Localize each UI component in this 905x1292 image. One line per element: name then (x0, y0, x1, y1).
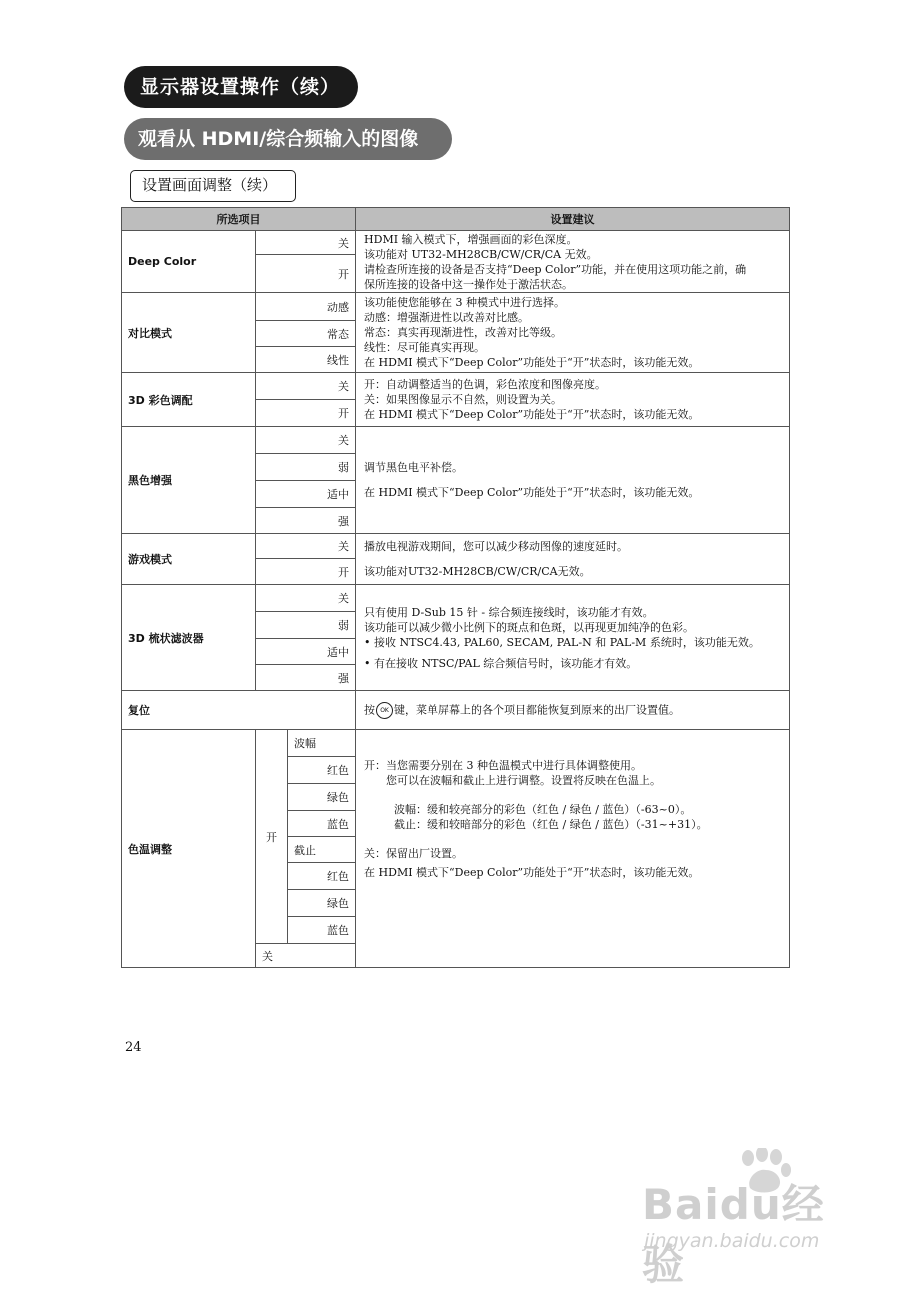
option-cell: 波幅 (288, 730, 356, 757)
option-cell: 适中 (256, 481, 356, 508)
table-header-row (122, 208, 790, 231)
option-cell: 截止 (288, 837, 356, 863)
desc-line: 保所连接的设备中这一操作处于激活状态。 (364, 277, 574, 291)
desc-line: 截止：缓和较暗部分的彩色（红色 / 绿色 / 蓝色）（-31~+31）。 (394, 817, 708, 831)
desc-game-mode (356, 534, 790, 585)
subsection-title: 设置画面调整（续） (130, 170, 296, 202)
option-cell: 适中 (256, 639, 356, 665)
option-cell: 线性 (256, 347, 356, 373)
item-comb-filter: 3D 梳状滤波器 (122, 585, 256, 691)
desc-line: 只有使用 D-Sub 15 针 - 综合频连接线时，该功能才有效。 (364, 605, 654, 619)
desc-line: 波幅：缓和较亮部分的彩色（红色 / 绿色 / 蓝色）（-63~0）。 (394, 802, 692, 816)
option-cell: 关 (256, 427, 356, 454)
desc-line: 在 HDMI 模式下“Deep Color”功能处于“开”状态时，该功能无效。 (364, 865, 700, 879)
ok-button-icon: OK (376, 702, 393, 719)
desc-line: 该功能使您能够在 3 种模式中进行选择。 (364, 296, 566, 309)
option-cell: 开 (256, 255, 356, 293)
table-row (122, 231, 790, 255)
item-game-mode: 游戏模式 (122, 534, 256, 585)
desc-line: 播放电视游戏期间，您可以减少移动图像的速度延时。 (364, 540, 629, 553)
item-black-enhance: 黑色增强 (122, 427, 256, 534)
option-cell: 弱 (256, 612, 356, 639)
desc-line: 在 HDMI 模式下“Deep Color”功能处于“开”状态时，该功能无效。 (364, 486, 700, 499)
desc-line: 关：保留出厂设置。 (364, 846, 464, 860)
desc-color-temp (356, 730, 790, 968)
desc-contrast (356, 293, 790, 373)
option-cell: 红色 (288, 757, 356, 784)
desc-line: 常态：真实再现渐进性，改善对比等级。 (364, 326, 563, 339)
table-row (122, 534, 790, 559)
table-row (122, 691, 790, 730)
table-row (122, 730, 790, 757)
settings-table (121, 207, 790, 968)
baidu-watermark (640, 1148, 860, 1289)
column-header-item: 所选项目 (122, 208, 356, 231)
watermark-url: jingyan.baidu.com (644, 1230, 820, 1252)
desc-line: 动感：增强渐进性以改善对比感。 (364, 311, 530, 324)
option-cell: 强 (256, 665, 356, 691)
option-cell: 开 (256, 400, 356, 427)
desc-text: 键，菜单屏幕上的各个项目都能恢复到原来的出厂设置值。 (394, 703, 681, 716)
option-cell: 关 (256, 585, 356, 612)
table-row (122, 585, 790, 612)
item-contrast: 对比模式 (122, 293, 256, 373)
desc-line: • 接收 NTSC4.43, PAL60, SECAM, PAL-N 和 PAL-M 系统时，该功能无效。 (364, 635, 760, 649)
desc-line: 该功能可以减少微小比例下的斑点和色斑，以再现更加纯净的色彩。 (364, 620, 695, 634)
table-row (122, 293, 790, 321)
option-cell: 常态 (256, 321, 356, 347)
option-cell: 弱 (256, 454, 356, 481)
option-cell: 强 (256, 508, 356, 534)
table-row (122, 373, 790, 400)
desc-line: HDMI 输入模式下，增强画面的彩色深度。 (364, 232, 578, 246)
desc-line: 在 HDMI 模式下“Deep Color”功能处于“开”状态时，该功能无效。 (364, 408, 700, 421)
desc-line: 开：当您需要分别在 3 种色温模式中进行具体调整使用。 (364, 758, 643, 772)
desc-black-enhance (356, 427, 790, 534)
color-temp-off: 关 (256, 944, 356, 968)
desc-line: • 有在接收 NTSC/PAL 综合频信号时，该功能才有效。 (364, 656, 638, 670)
desc-line: 您可以在波幅和截止上进行调整。设置将反映在色温上。 (386, 773, 662, 787)
option-cell: 开 (256, 559, 356, 585)
option-cell: 红色 (288, 863, 356, 890)
desc-text: 按 (364, 703, 376, 716)
option-cell: 蓝色 (288, 811, 356, 837)
desc-reset (356, 691, 790, 730)
option-cell: 关 (256, 231, 356, 255)
section-title: 观看从 HDMI/综合频输入的图像 (124, 118, 452, 160)
item-color-3d: 3D 彩色调配 (122, 373, 256, 427)
desc-deep-color (356, 231, 790, 293)
option-cell: 绿色 (288, 784, 356, 811)
color-temp-on: 开 (256, 730, 288, 944)
option-cell: 绿色 (288, 890, 356, 917)
column-header-advice: 设置建议 (356, 208, 790, 231)
desc-comb-filter (356, 585, 790, 691)
watermark-brand: Baidu经验 (642, 1180, 825, 1289)
page-number: 24 (125, 1040, 142, 1055)
page-title: 显示器设置操作（续） (124, 66, 358, 108)
desc-line: 该功能对UT32-MH28CB/CW/CR/CA无效。 (364, 565, 591, 578)
desc-line: 关：如果图像显示不自然，则设置为关。 (364, 393, 563, 406)
option-cell: 蓝色 (288, 917, 356, 944)
option-cell: 关 (256, 373, 356, 400)
option-cell: 动感 (256, 293, 356, 321)
item-color-temp: 色温调整 (122, 730, 256, 968)
desc-line: 调节黑色电平补偿。 (364, 461, 464, 474)
item-reset: 复位 (122, 691, 356, 730)
desc-line: 请检查所连接的设备是否支持“Deep Color”功能，并在使用这项功能之前，确 (364, 262, 747, 276)
desc-color-3d (356, 373, 790, 427)
item-deep-color: Deep Color (122, 231, 256, 293)
desc-line: 该功能对 UT32-MH28CB/CW/CR/CA 无效。 (364, 247, 598, 261)
option-cell: 关 (256, 534, 356, 559)
desc-line: 在 HDMI 模式下“Deep Color”功能处于“开”状态时，该功能无效。 (364, 356, 700, 369)
table-row (122, 427, 790, 454)
desc-line: 线性：尽可能真实再现。 (364, 341, 486, 354)
desc-line: 开：自动调整适当的色调，彩色浓度和图像亮度。 (364, 378, 607, 391)
